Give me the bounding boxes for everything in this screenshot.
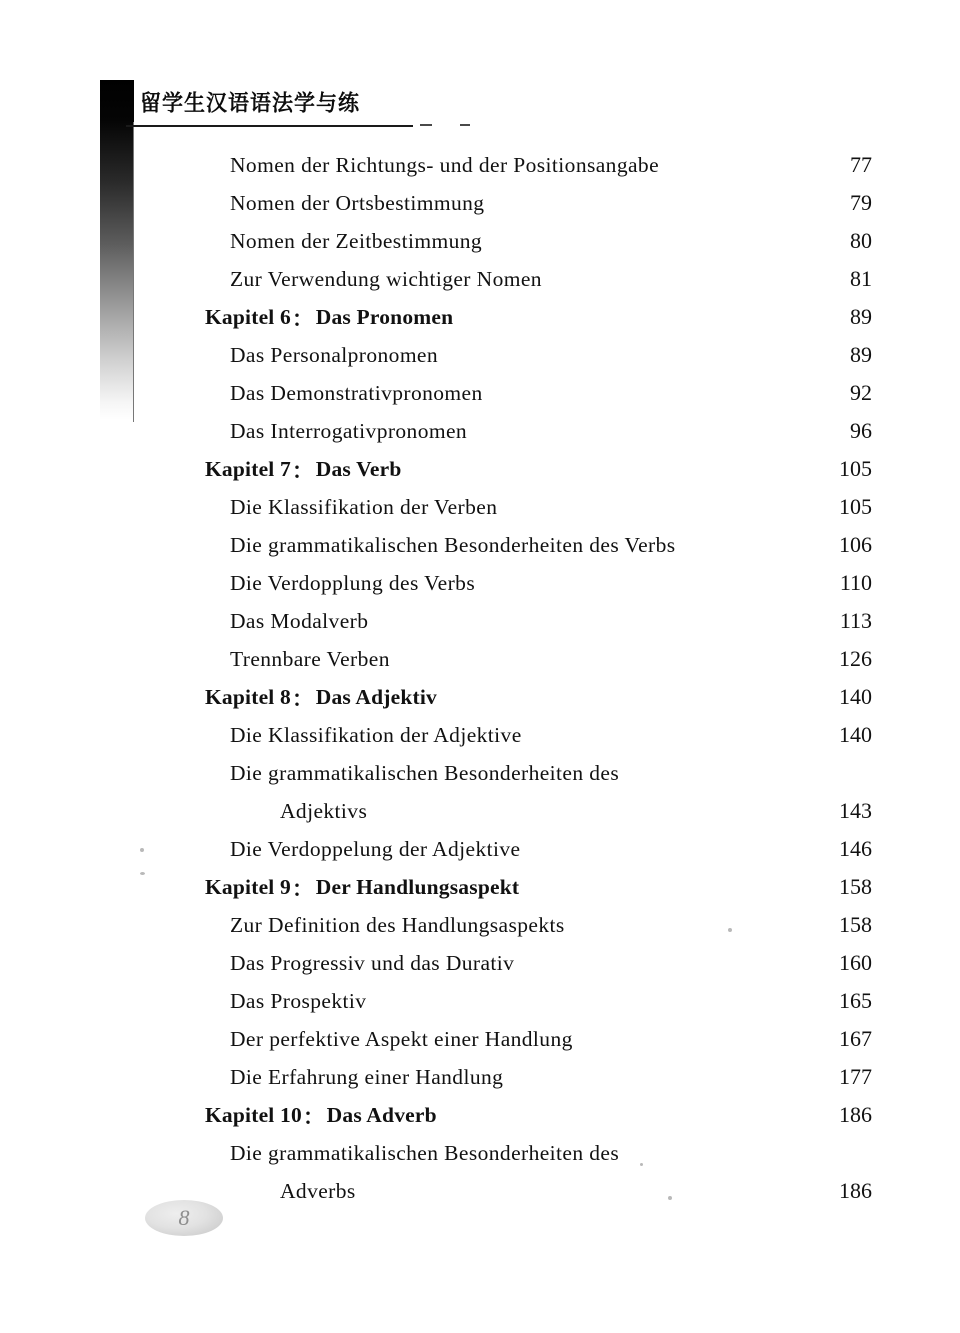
toc-entry[interactable] [0, 716, 960, 754]
toc-page-number: 146 [839, 836, 872, 861]
toc-entry-label: Das Progressiv und das Durativ [230, 951, 515, 975]
toc-dot-leader [381, 797, 806, 819]
scan-speck [728, 928, 732, 932]
toc-dot-leader [587, 1025, 806, 1047]
toc-entry-label: Nomen der Ortsbestimmung [230, 191, 485, 215]
toc-entry-label [0, 868, 529, 906]
toc-entry[interactable] [0, 602, 960, 640]
toc-page-number: 158 [839, 912, 872, 937]
toc-entry-label: Die Erfahrung einer Handlung [230, 1065, 504, 1089]
toc-entry[interactable] [0, 1096, 960, 1134]
scan-speck [640, 1163, 643, 1166]
toc-page-number: 96 [850, 418, 872, 443]
toc-page-number: 113 [839, 608, 872, 633]
toc-page-number: 167 [839, 1026, 872, 1051]
toc-entry[interactable] [0, 336, 960, 374]
toc-entry-label [0, 450, 412, 488]
toc-entry-label: Die grammatikalischen Besonderheiten des [230, 1141, 620, 1165]
toc-page-number: 165 [839, 988, 872, 1013]
toc-entry-label: Die Verdoppelung der Adjektive [230, 837, 521, 861]
toc-page-number: 140 [839, 722, 872, 747]
toc-chapter-separator: ： [302, 1105, 325, 1129]
toc-chapter-separator: ： [292, 459, 314, 483]
toc-entry-label: Der perfektive Aspekt einer Handlung [230, 1027, 573, 1051]
toc-entry-label: Zur Verwendung wichtiger Nomen [230, 267, 542, 291]
toc-entry[interactable] [0, 1020, 960, 1058]
toc-entry[interactable] [0, 146, 960, 184]
toc-entry-label: Das Modalverb [230, 609, 369, 633]
toc-dot-leader [380, 987, 806, 1009]
toc-entry[interactable] [0, 564, 960, 602]
toc-chapter-number: Kapitel 9 [205, 875, 292, 899]
toc-page-number: 110 [839, 570, 872, 595]
scan-speck [140, 848, 144, 852]
toc-page-number: 186 [839, 1102, 872, 1127]
toc-dot-leader [528, 949, 806, 971]
toc-entry[interactable] [0, 982, 960, 1020]
toc-page-number: 79 [850, 190, 872, 215]
toc-chapter-title: Das Adverb [326, 1103, 437, 1127]
toc-entry[interactable] [0, 374, 960, 412]
toc-entry[interactable] [0, 298, 960, 336]
toc-entry-label [0, 298, 463, 336]
toc-entry-label: Nomen der Zeitbestimmung [230, 229, 483, 253]
toc-dot-leader [451, 1101, 806, 1123]
toc-entry[interactable] [0, 1134, 960, 1172]
toc-entry[interactable] [0, 1058, 960, 1096]
toc-chapter-separator: ： [292, 687, 314, 711]
toc-entry[interactable] [0, 640, 960, 678]
toc-page-number: 126 [839, 646, 872, 671]
toc-chapter-number: Kapitel 7 [205, 457, 292, 481]
toc-dot-leader [633, 759, 806, 781]
running-head [100, 78, 880, 138]
toc-entry[interactable] [0, 184, 960, 222]
toc-dot-leader [633, 1139, 806, 1161]
toc-chapter-separator: ： [292, 877, 314, 901]
toc-dot-leader [496, 227, 806, 249]
toc-entry[interactable] [0, 678, 960, 716]
toc-entry-label: Das Interrogativpronomen [230, 419, 468, 443]
toc-entry-label: Das Personalpronomen [230, 343, 439, 367]
toc-entry-label [0, 678, 447, 716]
toc-entry-label: Die Verdopplung des Verbs [230, 571, 476, 595]
toc-dot-leader [579, 911, 806, 933]
toc-entry-label: Die Klassifikation der Adjektive [230, 723, 522, 747]
toc-entry[interactable] [0, 412, 960, 450]
toc-dot-leader [533, 873, 806, 895]
toc-entry-label: Die grammatikalischen Besonderheiten des [230, 761, 620, 785]
toc-chapter-number: Kapitel 10 [205, 1103, 302, 1127]
toc-entry[interactable] [0, 526, 960, 564]
toc-page-number: 186 [839, 1178, 872, 1203]
toc-dot-leader [451, 683, 806, 705]
toc-entry[interactable] [0, 1172, 960, 1210]
toc-dot-leader [416, 455, 806, 477]
toc-dot-leader [534, 835, 806, 857]
toc-entry[interactable] [0, 944, 960, 982]
toc-chapter-number: Kapitel 6 [205, 305, 292, 329]
toc-entry-label: Adverbs [280, 1179, 356, 1203]
toc-page-number: 105 [839, 456, 872, 481]
toc-dot-leader [481, 417, 806, 439]
toc-page-number: 140 [839, 684, 872, 709]
toc-chapter-title: Das Verb [315, 457, 402, 481]
toc-dot-leader [498, 189, 806, 211]
page-number: 8 [178, 1205, 190, 1230]
toc-entry[interactable] [0, 754, 960, 792]
running-head-rule-tick [420, 124, 432, 126]
toc-page-number: 143 [839, 798, 872, 823]
toc-page-number: 158 [839, 874, 872, 899]
toc-entry-label: Die Klassifikation der Verben [230, 495, 498, 519]
toc-dot-leader [452, 341, 806, 363]
toc-chapter-separator: ： [292, 307, 314, 331]
toc-page-number: 77 [850, 152, 872, 177]
toc-entry[interactable] [0, 222, 960, 260]
toc-page-number: 105 [839, 494, 872, 519]
toc-entry-label: Nomen der Richtungs- und der Positionsangabe [230, 153, 660, 177]
toc-page-number: 81 [850, 266, 872, 291]
toc-page-number: 89 [850, 304, 872, 329]
toc-chapter-title: Das Adjektiv [315, 685, 437, 709]
toc-page-number: 106 [839, 532, 872, 557]
toc-dot-leader [690, 531, 807, 553]
toc-chapter-title: Der Handlungsaspekt [315, 875, 520, 899]
toc-entry-label: Das Prospektiv [230, 989, 367, 1013]
toc-page-number: 92 [850, 380, 872, 405]
toc-chapter-title: Das Pronomen [315, 305, 454, 329]
toc-dot-leader [511, 493, 806, 515]
toc-entry[interactable] [0, 906, 960, 944]
scan-speck [140, 872, 145, 875]
toc-dot-leader [556, 265, 806, 287]
toc-page-number: 80 [850, 228, 872, 253]
toc-entry[interactable] [0, 450, 960, 488]
toc-entry-label: Die grammatikalischen Besonderheiten des Verbs [230, 533, 676, 557]
toc-page-number: 160 [839, 950, 872, 975]
toc-dot-leader [673, 151, 806, 173]
running-head-title: 留学生汉语语法学与练 [140, 90, 360, 116]
toc-dot-leader [497, 379, 806, 401]
toc-chapter-number: Kapitel 8 [205, 685, 292, 709]
toc-entry-label: Zur Definition des Handlungsaspekts [230, 913, 565, 937]
page-folio [145, 1200, 223, 1236]
scan-speck [668, 1196, 672, 1200]
toc-dot-leader [370, 1177, 806, 1199]
toc-dot-leader [536, 721, 806, 743]
toc-entry-label: Trennbare Verben [230, 647, 390, 671]
toc-entry[interactable] [0, 260, 960, 298]
toc-entry[interactable] [0, 792, 960, 830]
toc-dot-leader [467, 303, 806, 325]
toc-page-number: 177 [839, 1064, 872, 1089]
table-of-contents [0, 146, 960, 1210]
toc-page-number: 89 [850, 342, 872, 367]
toc-dot-leader [404, 645, 806, 667]
toc-dot-leader [489, 569, 806, 591]
running-head-rule-tick [460, 124, 470, 126]
running-head-rule [126, 125, 413, 127]
toc-entry-label: Das Demonstrativpronomen [230, 381, 483, 405]
toc-entry[interactable] [0, 488, 960, 526]
toc-entry-label: Adjektivs [280, 799, 368, 823]
toc-dot-leader [517, 1063, 806, 1085]
toc-entry-label [0, 1096, 447, 1134]
toc-entry[interactable] [0, 830, 960, 868]
toc-dot-leader [382, 607, 806, 629]
